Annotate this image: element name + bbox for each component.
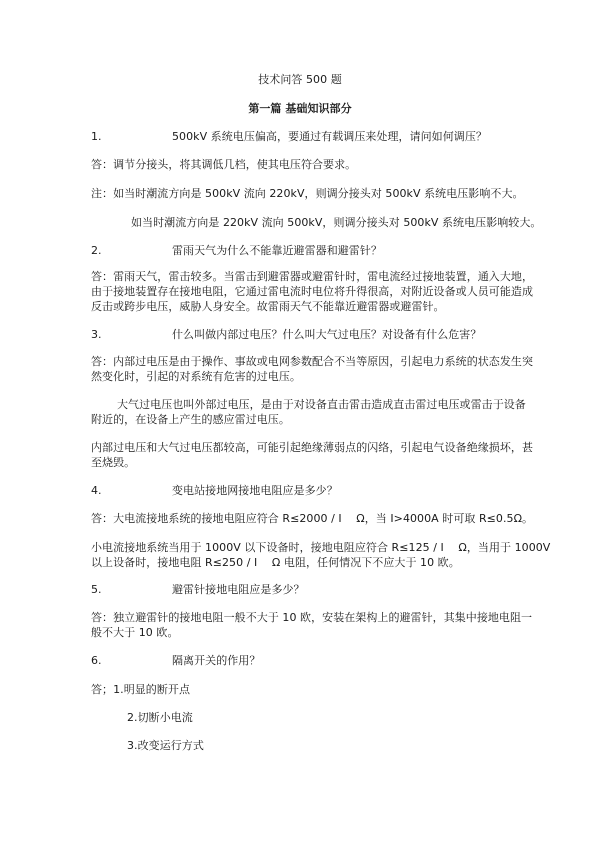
question-text: 什么叫做内部过电压？什么叫大气过电压？对设备有什么危害？ [172, 328, 482, 341]
answer-line: 然变化时，引起的对系统有危害的过电压。 [91, 370, 301, 383]
question-number: 3. [91, 328, 102, 341]
question-number: 2. [91, 244, 102, 257]
paragraph-line: 小电流接地系统当用于 1000V 以下设备时，接地电阻应符合 R≤125 / I Ω，当用于 1000V [91, 541, 551, 554]
answer-line: 反击或跨步电压，威胁人身安全。故雷雨天气不能靠近避雷器或避雷针。 [91, 300, 445, 313]
answer-line: 答：雷雨天气，雷击较多。当雷击到避雷器或避雷针时，雷电流经过接地装置，通入大地， [91, 270, 533, 283]
answer-line: 般不大于 10 欧。 [91, 626, 179, 639]
paragraph-line: 以上设备时，接地电阻 R≤250 / I Ω 电阻，任何情况下不应大于 10 欧。 [91, 556, 460, 569]
paragraph-line: 至烧毁。 [91, 456, 136, 469]
answer-line: 由于接地装置存在接地电阻，它通过雷电流时电位将升得很高，对附近设备或人员可能造成 [91, 285, 533, 298]
question-number: 5. [91, 583, 102, 596]
answer-line: 答：独立避雷针的接地电阻一般不大于 10 欧，安装在架构上的避雷针，其集中接地电阻一 [91, 611, 533, 624]
question-text: 变电站接地网接地电阻应是多少？ [172, 484, 338, 497]
answer-line: 答：内部过电压是由于操作、事故或电网参数配合不当等原因，引起电力系统的状态发生突 [91, 355, 533, 368]
paragraph-line: 附近的，在设备上产生的感应雷过电压。 [91, 413, 290, 426]
paragraph-line: 大气过电压也叫外部过电压，是由于对设备直击雷击造成直击雷过电压或雷击于设备 [117, 398, 526, 411]
question-text: 隔离开关的作用？ [172, 654, 261, 667]
note-text: 如当时潮流方向是 220kV 流向 500kV，则调分接头对 500kV 系统电压影响较大。 [131, 216, 542, 229]
answer-list-item: 3.改变运行方式 [127, 739, 204, 752]
answer-list-item: 2.切断小电流 [127, 711, 193, 724]
answer-text: 答：大电流接地系统的接地电阻应符合 R≤2000 / I Ω，当 I>4000A 时可取 R≤0.5Ω。 [91, 512, 534, 525]
question-text: 避雷针接地电阻应是多少？ [172, 583, 305, 596]
answer-list-item: 答；1.明显的断开点 [91, 683, 190, 696]
question-text: 雷雨天气为什么不能靠近避雷器和避雷针？ [172, 244, 382, 257]
question-number: 6. [91, 654, 102, 667]
question-number: 4. [91, 484, 102, 497]
chapter-heading: 第一篇 基础知识部分 [248, 102, 352, 115]
question-text: 500kV 系统电压偏高，要通过有载调压来处理，请问如何调压？ [172, 130, 487, 143]
note-text: 注：如当时潮流方向是 500kV 流向 220kV，则调分接头对 500kV 系统电压影响不大。 [91, 187, 524, 200]
question-number: 1. [91, 130, 102, 143]
answer-text: 答：调节分接头，将其调低几档，使其电压符合要求。 [91, 158, 357, 171]
paragraph-line: 内部过电压和大气过电压都较高，可能引起绝缘薄弱点的闪络，引起电气设备绝缘损坏，甚 [91, 441, 533, 454]
document-title: 技术问答 500 题 [258, 73, 342, 86]
